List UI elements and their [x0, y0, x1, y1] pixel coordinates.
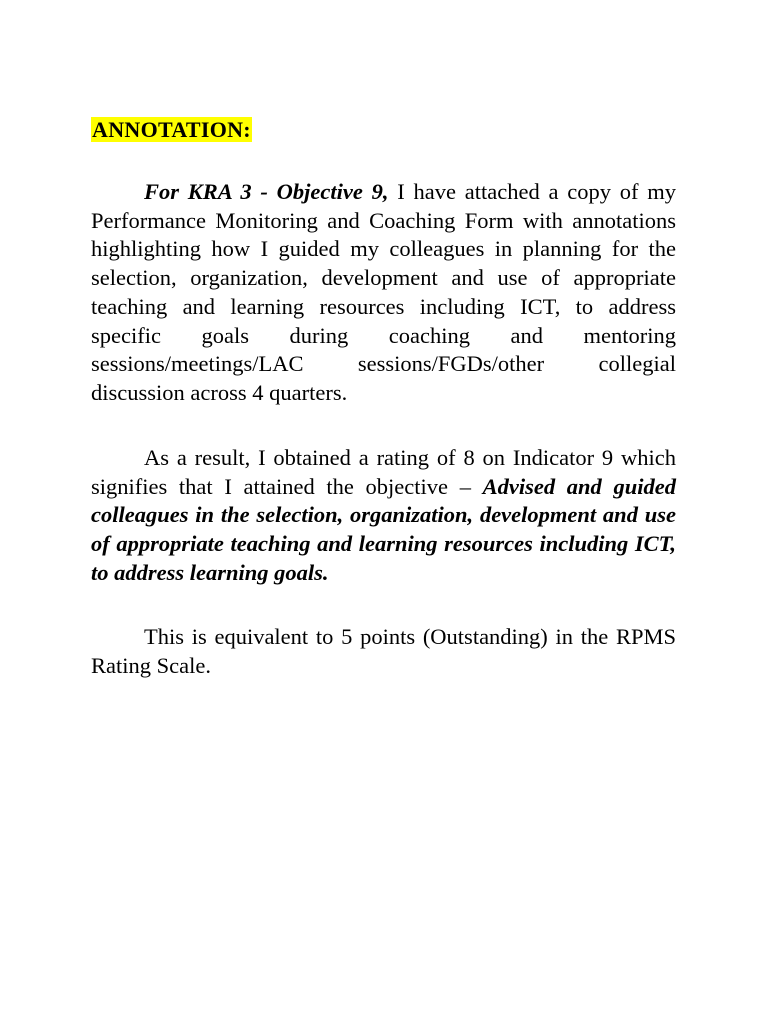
highlighted-heading-text: ANNOTATION: — [92, 117, 251, 142]
paragraph-rating-text: As a result, I obtained a rating of 8 on Indicator 9 which signifies that I attained the objective – — [91, 445, 676, 499]
paragraph-equivalent — [91, 623, 676, 680]
paragraph-attachment — [91, 178, 676, 408]
kra-objective-label: For KRA 3 - Objective 9, — [144, 179, 389, 204]
paragraph-equivalent-text: This is equivalent to 5 points (Outstanding) in the RPMS Rating Scale. — [91, 624, 676, 678]
paragraph-attachment-text: I have attached a copy of my Performance Monitoring and Coaching Form with annotations highlighting how I guided my colleagues in planning for the selection, organization, development and use of appropriate teaching and learning resources including ICT, to address specific goals during coaching and mentoring sessions/meetings/LAC sessions/FGDs/other collegial discussion across 4 quarters. — [91, 179, 676, 405]
annotation-heading — [91, 117, 252, 143]
objective-statement: Advised and guided colleagues in the selection, organization, development and use of appropriate teaching and learning resources including ICT, to address learning goals. — [91, 473, 676, 585]
paragraph-rating — [91, 444, 676, 588]
